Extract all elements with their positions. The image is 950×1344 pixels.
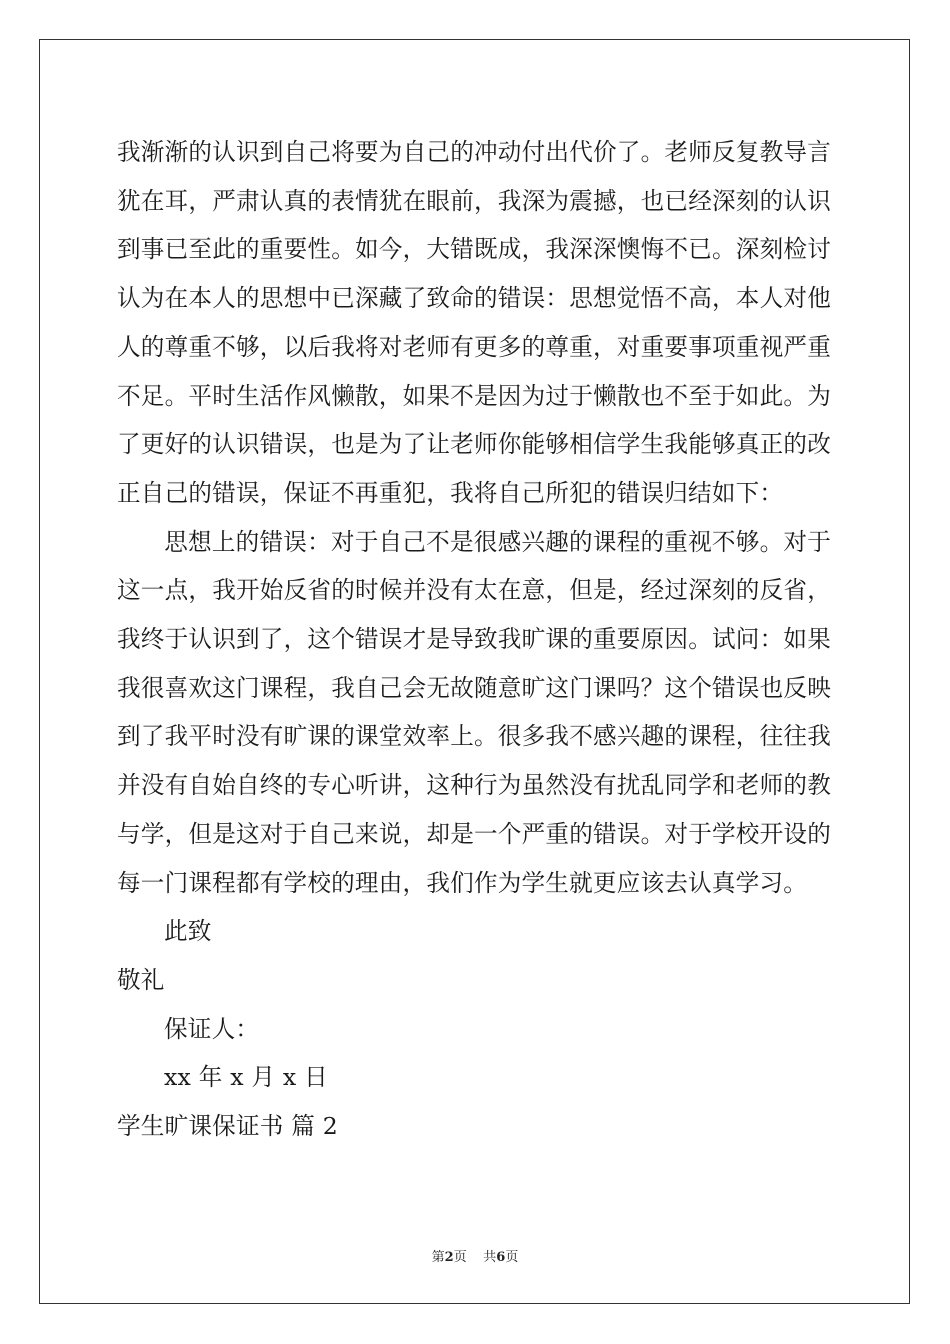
total-prefix: 共 — [483, 1250, 497, 1265]
closing-regards: 敬礼 — [117, 965, 165, 994]
document-body — [117, 128, 831, 1151]
page-number: 2 — [444, 1250, 454, 1265]
closing-salutation: 此致 — [164, 917, 212, 946]
paragraph-1: 我渐渐的认识到自己将要为自己的冲动付出代价了。老师反复教导言犹在耳，严肃认真的表情犹在眼前，我深为震撼，也已经深刻的认识到事已至此的重要性。如今，大错既成，我深深懊悔不已。深刻检讨认为在本人的思想中已深藏了致命的错误：思想觉悟不高，本人对他人的尊重不够，以后我将对老师有更多的尊重，对重要事项重视严重不足。平时生活作风懒散，如果不是因为过于懒散也不至于如此。为了更好的认识错误，也是为了让老师你能够相信学生我能够真正的改正自己的错误，保证不再重犯，我将自己所犯的错误归结如下： — [117, 138, 831, 507]
page-suffix: 页 — [453, 1250, 467, 1265]
total-pages: 6 — [496, 1250, 506, 1265]
section-title: 学生旷课保证书 篇 2 — [117, 1112, 338, 1141]
signature-date: xx 年 x 月 x 日 — [164, 1063, 328, 1092]
total-suffix: 页 — [505, 1250, 519, 1265]
page-prefix: 第 — [431, 1250, 445, 1265]
guarantor-label: 保证人： — [164, 1014, 260, 1043]
page-footer — [0, 1246, 950, 1265]
paragraph-2: 思想上的错误：对于自己不是很感兴趣的课程的重视不够。对于这一点，我开始反省的时候并没有太在意，但是，经过深刻的反省，我终于认识到了，这个错误才是导致我旷课的重要原因。试问：如果我很喜欢这门课程，我自己会无故随意旷这门课吗？这个错误也反映到了我平时没有旷课的课堂效率上。很多我不感兴趣的课程，往往我并没有自始自终的专心听讲，这种行为虽然没有扰乱同学和老师的教与学，但是这对于自己来说，却是一个严重的错误。对于学校开设的每一门课程都有学校的理由，我们作为学生就更应该去认真学习。 — [117, 527, 831, 897]
